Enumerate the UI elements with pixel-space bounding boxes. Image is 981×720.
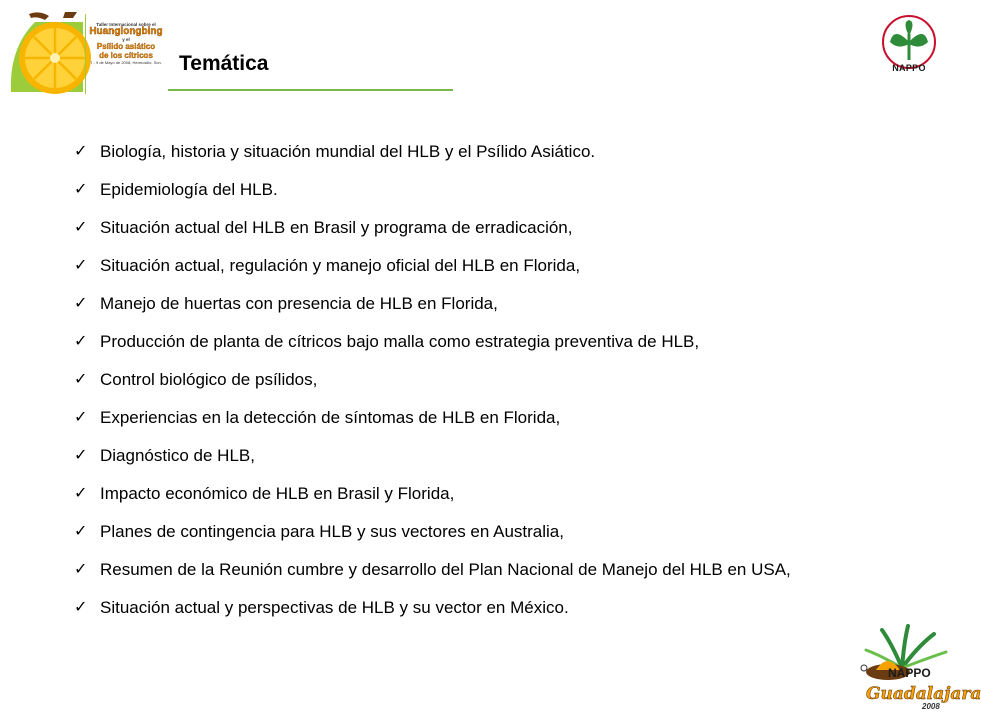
checkmark-icon: ✓ bbox=[74, 295, 88, 312]
page-title: Temática bbox=[179, 52, 269, 75]
footer-logo-year: 2008 bbox=[922, 702, 940, 711]
list-item bbox=[72, 399, 912, 437]
list-item-text: Impacto económico de HLB en Brasil y Florida, bbox=[100, 484, 455, 503]
list-item bbox=[72, 133, 912, 171]
list-item bbox=[72, 551, 912, 589]
event-logo-line3: y el bbox=[122, 37, 130, 42]
checkmark-icon: ✓ bbox=[74, 219, 88, 236]
checkmark-icon: ✓ bbox=[74, 447, 88, 464]
checkmark-icon: ✓ bbox=[74, 143, 88, 160]
list-item bbox=[72, 437, 912, 475]
list-item-text: Situación actual del HLB en Brasil y programa de erradicación, bbox=[100, 218, 573, 237]
footer-logo-city: Guadalajara bbox=[866, 684, 981, 704]
list-item-text: Planes de contingencia para HLB y sus vectores en Australia, bbox=[100, 522, 564, 541]
list-item bbox=[72, 285, 912, 323]
list-item bbox=[72, 361, 912, 399]
list-item bbox=[72, 513, 912, 551]
event-logo-line4: Psílido asiático bbox=[96, 42, 156, 51]
event-logo-line2: Huanglongbing bbox=[89, 26, 163, 37]
list-item-text: Experiencias en la detección de síntomas de HLB en Florida, bbox=[100, 408, 561, 427]
list-item-text: Control biológico de psílidos, bbox=[100, 370, 318, 389]
list-item-text: Producción de planta de cítricos bajo malla como estrategia preventiva de HLB, bbox=[100, 332, 700, 351]
list-item bbox=[72, 247, 912, 285]
list-item bbox=[72, 323, 912, 361]
list-item-text: Resumen de la Reunión cumbre y desarrollo del Plan Nacional de Manejo del HLB en USA, bbox=[100, 560, 791, 579]
checkmark-icon: ✓ bbox=[74, 333, 88, 350]
checkmark-icon: ✓ bbox=[74, 523, 88, 540]
checkmark-icon: ✓ bbox=[74, 181, 88, 198]
event-logo-line6: 7 - 9 de Mayo de 2008, Hermosillo, Son. bbox=[90, 60, 162, 65]
checkmark-icon: ✓ bbox=[74, 561, 88, 578]
checkmark-icon: ✓ bbox=[74, 257, 88, 274]
list-item-text: Situación actual, regulación y manejo oficial del HLB en Florida, bbox=[100, 256, 581, 275]
checkmark-icon: ✓ bbox=[74, 409, 88, 426]
list-item-text: Manejo de huertas con presencia de HLB en Florida, bbox=[100, 294, 498, 313]
checkmark-icon: ✓ bbox=[74, 485, 88, 502]
list-item bbox=[72, 171, 912, 209]
list-item-text: Situación actual y perspectivas de HLB y su vector en México. bbox=[100, 598, 569, 617]
list-item-text: Diagnóstico de HLB, bbox=[100, 446, 255, 465]
checkmark-icon: ✓ bbox=[74, 599, 88, 616]
checkmark-icon: ✓ bbox=[74, 371, 88, 388]
event-logo-line1: Taller Internacional sobre el bbox=[96, 22, 156, 27]
list-item bbox=[72, 475, 912, 513]
topic-list bbox=[72, 133, 912, 627]
event-logo-line5: de los cítricos bbox=[99, 51, 153, 60]
title-underline bbox=[168, 89, 453, 91]
list-item-text: Biología, historia y situación mundial del HLB y el Psílido Asiático. bbox=[100, 142, 596, 161]
list-item bbox=[72, 209, 912, 247]
nappo-logo-text: NAPPO bbox=[892, 63, 926, 73]
list-item bbox=[72, 589, 912, 627]
list-item-text: Epidemiología del HLB. bbox=[100, 180, 278, 199]
footer-logo-nappo: NAPPO bbox=[888, 666, 931, 680]
